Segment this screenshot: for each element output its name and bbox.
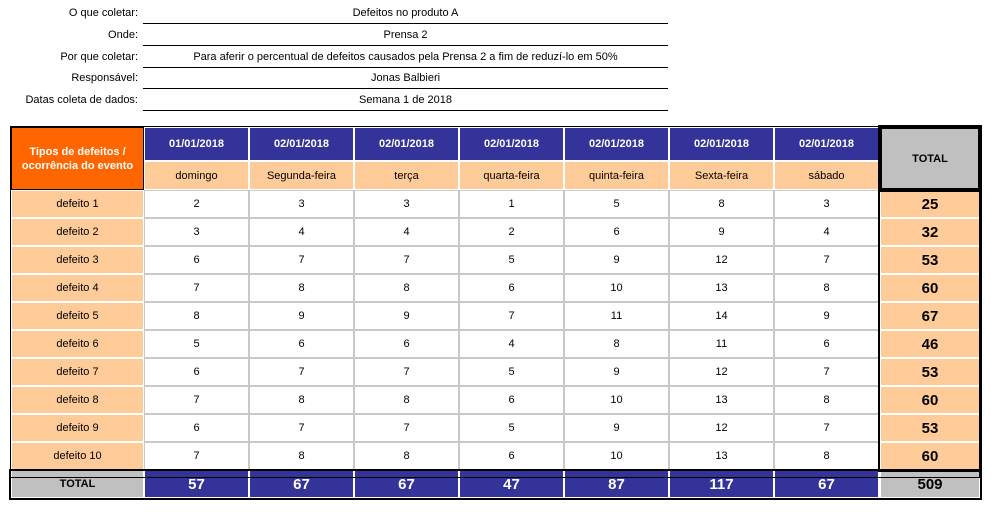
- date-header: 02/01/2018: [564, 127, 669, 161]
- data-cell[interactable]: 4: [774, 218, 879, 246]
- data-cell[interactable]: 6: [144, 414, 249, 442]
- info-label: O que coletar:: [68, 7, 138, 19]
- row-label: defeito 2: [11, 218, 144, 246]
- data-cell[interactable]: 11: [669, 330, 774, 358]
- info-row: [0, 2, 998, 24]
- row-total: 46: [880, 330, 980, 358]
- data-cell[interactable]: 7: [354, 246, 459, 274]
- info-row: [0, 46, 998, 68]
- data-cell[interactable]: 7: [774, 414, 879, 442]
- data-cell[interactable]: 3: [249, 190, 354, 218]
- data-cell[interactable]: 9: [354, 302, 459, 330]
- data-cell[interactable]: 8: [249, 386, 354, 414]
- data-cell[interactable]: 6: [249, 330, 354, 358]
- day-header: quinta-feira: [564, 161, 669, 190]
- column-total: 67: [354, 470, 459, 498]
- date-header: 02/01/2018: [249, 127, 354, 161]
- info-label: Por que coletar:: [60, 51, 138, 63]
- day-header: sábado: [774, 161, 879, 190]
- data-cell[interactable]: 5: [459, 414, 564, 442]
- row-total: 53: [880, 414, 980, 442]
- data-cell[interactable]: 9: [669, 218, 774, 246]
- data-cell[interactable]: 7: [144, 386, 249, 414]
- day-header: terça: [354, 161, 459, 190]
- data-cell[interactable]: 8: [774, 274, 879, 302]
- grand-total: 509: [880, 470, 980, 498]
- row-total: 53: [880, 246, 980, 274]
- data-cell[interactable]: 7: [354, 414, 459, 442]
- data-cell[interactable]: 8: [249, 442, 354, 470]
- column-total: 67: [774, 470, 879, 498]
- date-header: 02/01/2018: [459, 127, 564, 161]
- info-label: Responsável:: [71, 72, 138, 84]
- column-total: 57: [144, 470, 249, 498]
- data-cell[interactable]: 7: [144, 442, 249, 470]
- row-label: defeito 3: [11, 246, 144, 274]
- data-cell[interactable]: 7: [774, 246, 879, 274]
- data-cell[interactable]: 11: [564, 302, 669, 330]
- data-cell[interactable]: 9: [774, 302, 879, 330]
- info-label: Datas coleta de dados:: [25, 94, 138, 106]
- info-value[interactable]: Defeitos no produto A: [143, 2, 668, 24]
- data-cell[interactable]: 8: [354, 442, 459, 470]
- data-cell[interactable]: 8: [354, 274, 459, 302]
- data-cell[interactable]: 2: [144, 190, 249, 218]
- data-cell[interactable]: 8: [564, 330, 669, 358]
- data-cell[interactable]: 5: [459, 358, 564, 386]
- data-cell[interactable]: 6: [354, 330, 459, 358]
- corner-header: Tipos de defeitos / ocorrência do evento: [11, 127, 144, 190]
- data-cell[interactable]: 8: [774, 442, 879, 470]
- data-cell[interactable]: 4: [354, 218, 459, 246]
- row-label: defeito 10: [11, 442, 144, 470]
- data-cell[interactable]: 7: [354, 358, 459, 386]
- row-total: 32: [880, 218, 980, 246]
- info-value[interactable]: Prensa 2: [143, 24, 668, 46]
- data-cell[interactable]: 6: [774, 330, 879, 358]
- data-cell[interactable]: 4: [249, 218, 354, 246]
- data-cell[interactable]: 6: [459, 386, 564, 414]
- row-label: defeito 7: [11, 358, 144, 386]
- day-header: quarta-feira: [459, 161, 564, 190]
- day-header: Sexta-feira: [669, 161, 774, 190]
- data-cell[interactable]: 5: [144, 330, 249, 358]
- row-total: 60: [880, 442, 980, 470]
- data-cell[interactable]: 6: [564, 218, 669, 246]
- data-cell[interactable]: 1: [459, 190, 564, 218]
- row-label: defeito 6: [11, 330, 144, 358]
- data-cell[interactable]: 3: [354, 190, 459, 218]
- data-cell[interactable]: 14: [669, 302, 774, 330]
- data-cell[interactable]: 13: [669, 386, 774, 414]
- data-cell[interactable]: 10: [564, 386, 669, 414]
- data-cell[interactable]: 8: [774, 386, 879, 414]
- total-column-header: TOTAL: [880, 127, 980, 190]
- data-cell[interactable]: 7: [774, 358, 879, 386]
- column-total: 117: [669, 470, 774, 498]
- data-cell[interactable]: 12: [669, 246, 774, 274]
- date-header: 01/01/2018: [144, 127, 249, 161]
- data-cell[interactable]: 8: [249, 274, 354, 302]
- info-value[interactable]: Semana 1 de 2018: [143, 89, 668, 111]
- info-row: [0, 89, 998, 111]
- data-cell[interactable]: 8: [144, 302, 249, 330]
- data-cell[interactable]: 12: [669, 414, 774, 442]
- row-total: 53: [880, 358, 980, 386]
- column-total: 47: [459, 470, 564, 498]
- data-cell[interactable]: 8: [669, 190, 774, 218]
- row-label: defeito 1: [11, 190, 144, 218]
- data-cell[interactable]: 10: [564, 442, 669, 470]
- data-cell[interactable]: 9: [564, 414, 669, 442]
- data-cell[interactable]: 7: [144, 274, 249, 302]
- data-cell[interactable]: 6: [459, 442, 564, 470]
- data-cell[interactable]: 9: [564, 246, 669, 274]
- data-cell[interactable]: 7: [249, 358, 354, 386]
- day-header: domingo: [144, 161, 249, 190]
- day-header: Segunda-feira: [249, 161, 354, 190]
- data-cell[interactable]: 5: [459, 246, 564, 274]
- row-total: 60: [880, 386, 980, 414]
- row-label: defeito 8: [11, 386, 144, 414]
- info-label: Onde:: [108, 29, 138, 41]
- row-total: 67: [880, 302, 980, 330]
- date-header: 02/01/2018: [774, 127, 879, 161]
- info-row: [0, 24, 998, 46]
- data-cell[interactable]: 2: [459, 218, 564, 246]
- data-cell[interactable]: 7: [249, 246, 354, 274]
- column-total: 87: [564, 470, 669, 498]
- data-cell[interactable]: 13: [669, 442, 774, 470]
- data-cell[interactable]: 7: [249, 414, 354, 442]
- data-cell[interactable]: 6: [144, 246, 249, 274]
- row-label: defeito 5: [11, 302, 144, 330]
- row-label: defeito 9: [11, 414, 144, 442]
- column-total: 67: [249, 470, 354, 498]
- data-cell[interactable]: 3: [774, 190, 879, 218]
- data-cell[interactable]: 9: [249, 302, 354, 330]
- row-total: 25: [880, 190, 980, 218]
- data-cell[interactable]: 3: [144, 218, 249, 246]
- data-cell[interactable]: 6: [144, 358, 249, 386]
- data-cell[interactable]: 12: [669, 358, 774, 386]
- date-header: 02/01/2018: [354, 127, 459, 161]
- data-cell[interactable]: 4: [459, 330, 564, 358]
- data-cell[interactable]: 7: [459, 302, 564, 330]
- data-cell[interactable]: 8: [354, 386, 459, 414]
- date-header: 02/01/2018: [669, 127, 774, 161]
- data-cell[interactable]: 9: [564, 358, 669, 386]
- data-cell[interactable]: 6: [459, 274, 564, 302]
- row-label: defeito 4: [11, 274, 144, 302]
- footer-total-label: TOTAL: [11, 470, 144, 498]
- info-value[interactable]: Para aferir o percentual de defeitos causados pela Prensa 2 a fim de reduzí-lo em 50%: [143, 46, 668, 68]
- data-cell[interactable]: 10: [564, 274, 669, 302]
- data-cell[interactable]: 13: [669, 274, 774, 302]
- info-row: [0, 67, 998, 89]
- row-total: 60: [880, 274, 980, 302]
- data-cell[interactable]: 5: [564, 190, 669, 218]
- info-value[interactable]: Jonas Balbieri: [143, 67, 668, 89]
